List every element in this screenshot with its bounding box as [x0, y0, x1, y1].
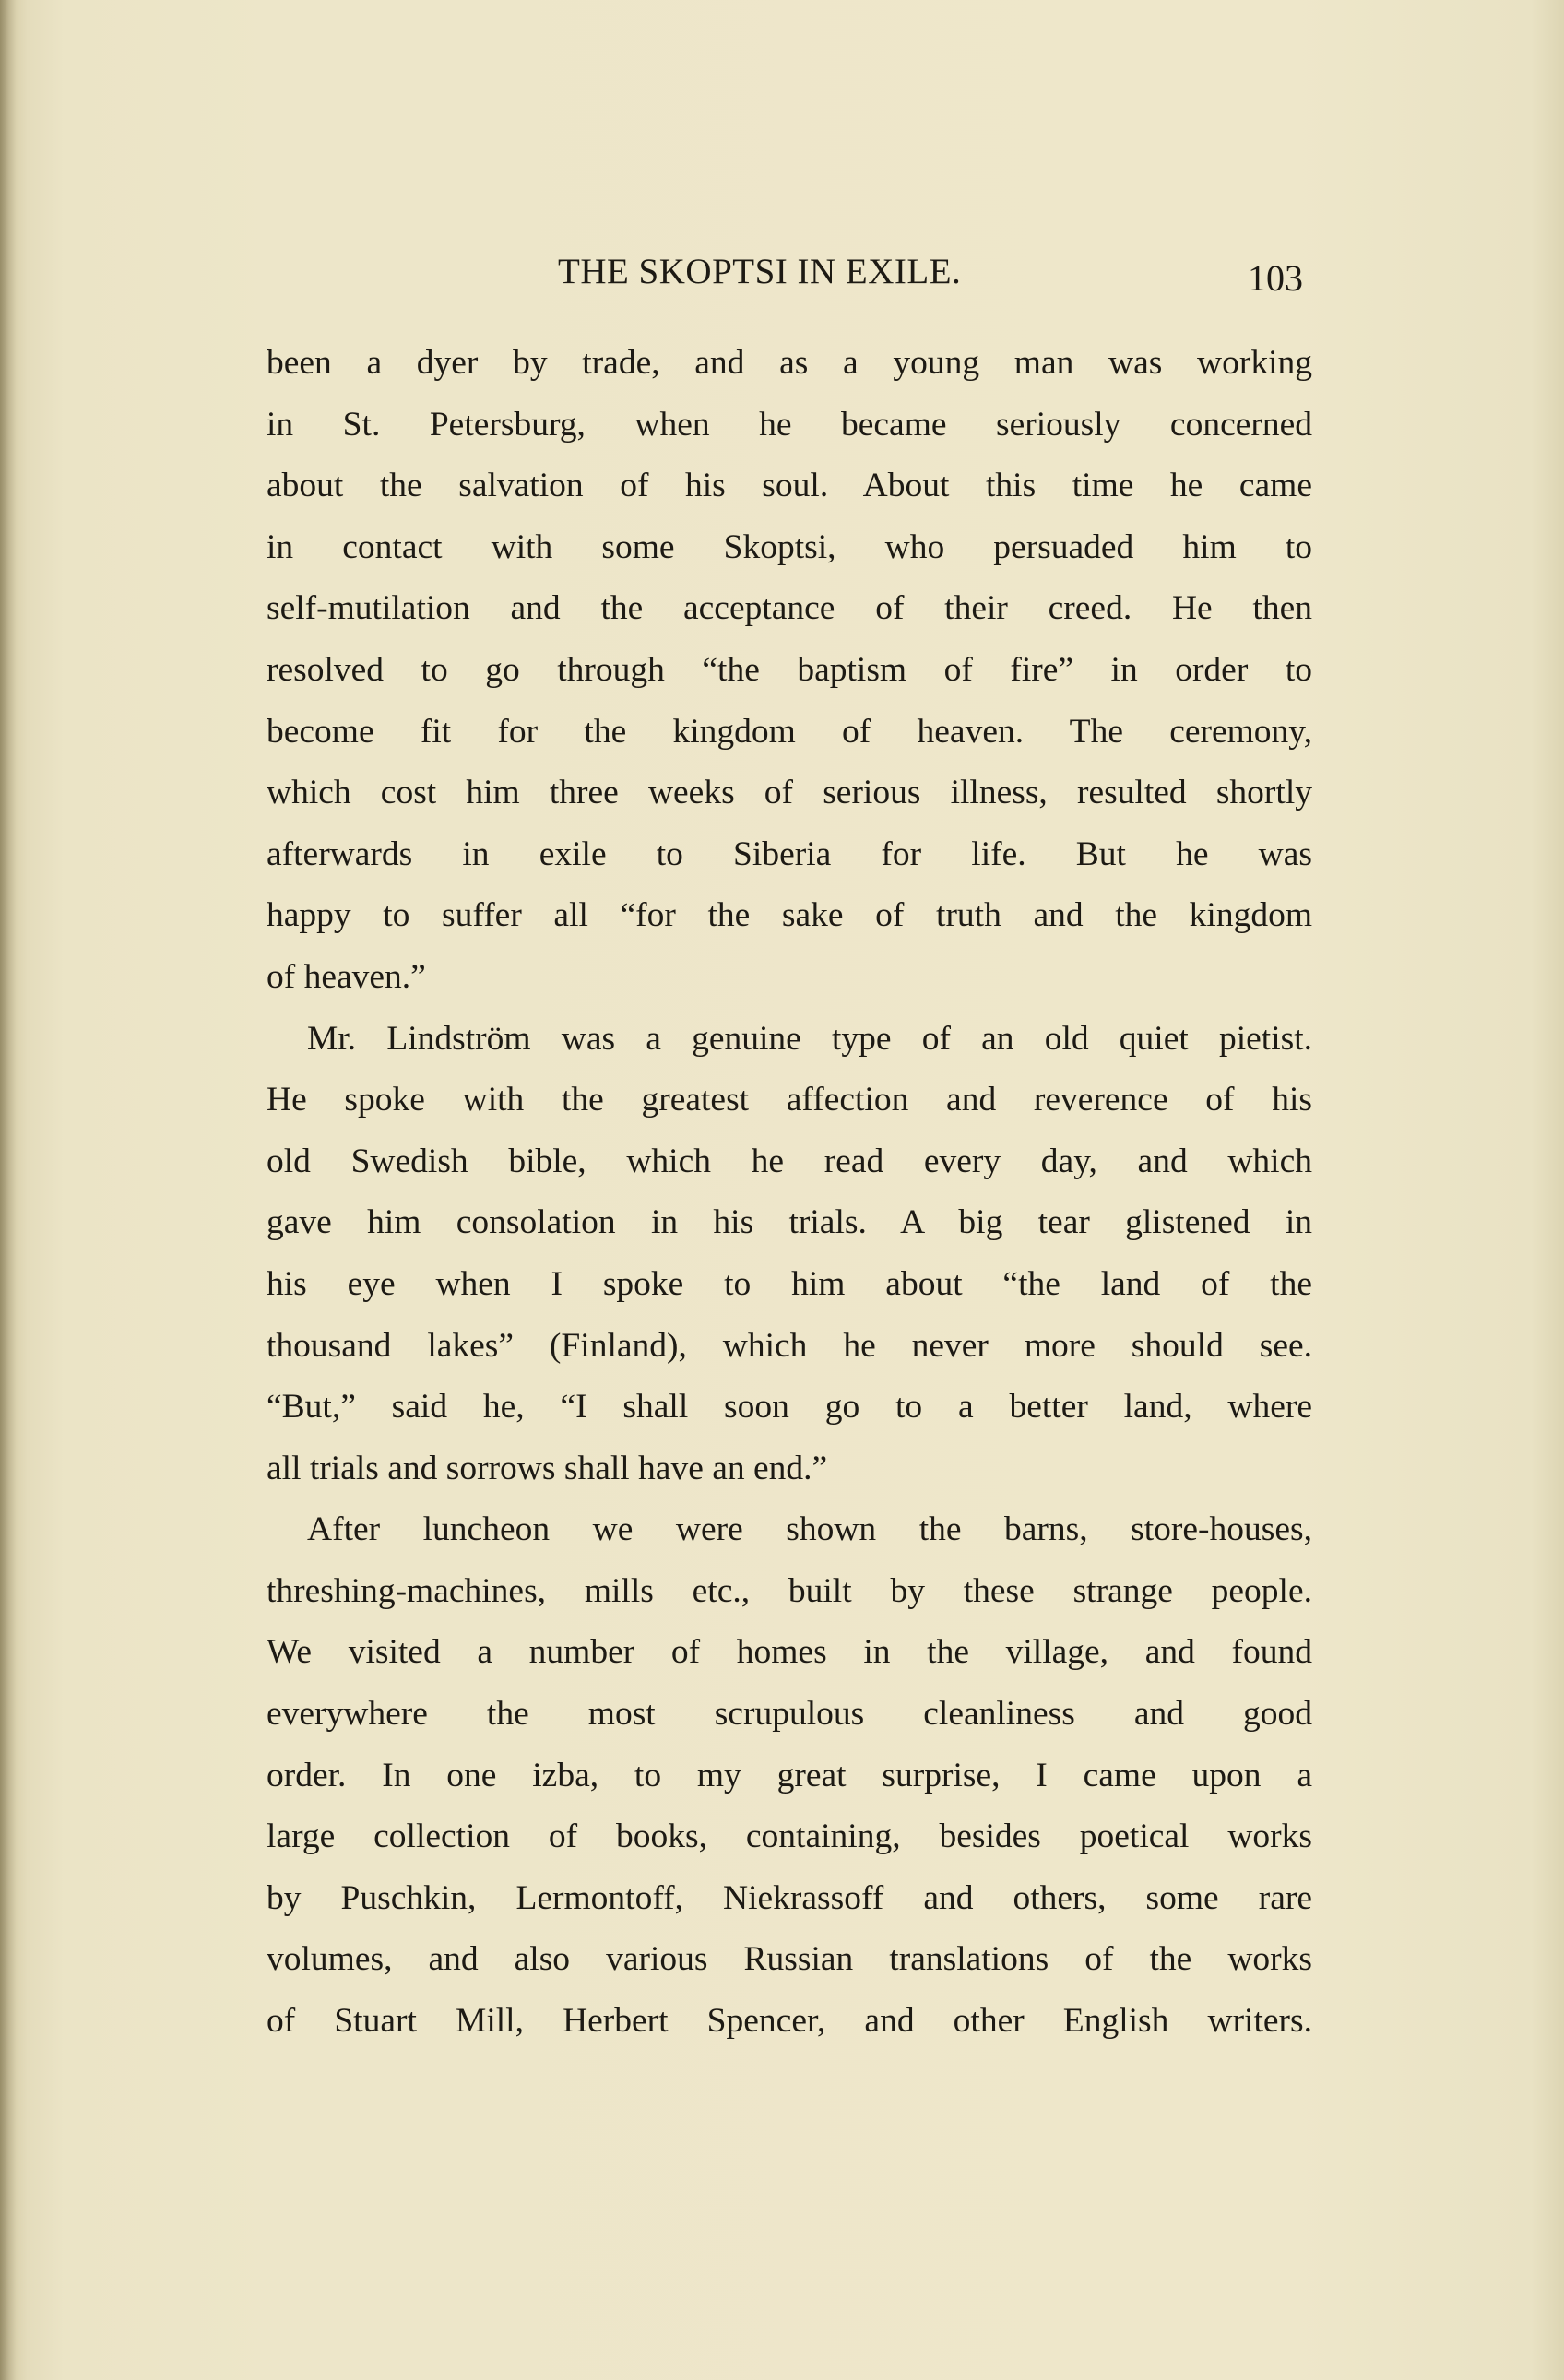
text-line: which cost him three weeks of serious illness, resulted shortly	[267, 774, 1312, 812]
text-line: about the salvation of his soul. About this time he came	[267, 467, 1312, 505]
text-line: “But,” said he, “I shall soon go to a better land, where	[267, 1388, 1312, 1427]
body-text	[267, 333, 1312, 2053]
paragraph-first-line: Mr. Lindström was a genuine type of an old quiet pietist.	[307, 1019, 1312, 1058]
text-line: threshing-machines, mills etc., built by these strange people.	[267, 1571, 1312, 1610]
page-number: 103	[1248, 257, 1303, 299]
text-line: gave him consolation in his trials. A big tear glistened in	[267, 1203, 1312, 1242]
paragraph-first-line: After luncheon we were shown the barns, store-houses,	[307, 1510, 1312, 1549]
text-line: old Swedish bible, which he read every day, and which	[267, 1142, 1312, 1180]
text-line: been a dyer by trade, and as a young man was working	[267, 344, 1312, 382]
text-line: volumes, and also various Russian translations of the works	[267, 1940, 1312, 1979]
text-line: large collection of books, containing, besides poetical works	[267, 1818, 1312, 1856]
text-line: in contact with some Skoptsi, who persuaded him to	[267, 527, 1312, 566]
text-line: self-mutilation and the acceptance of their creed. He then	[267, 589, 1312, 628]
text-line: We visited a number of homes in the village, and found	[267, 1633, 1312, 1672]
text-line: afterwards in exile to Siberia for life. But he was	[267, 835, 1312, 873]
text-line: order. In one izba, to my great surprise, I came upon a	[267, 1756, 1312, 1794]
text-line: all trials and sorrows shall have an end.”	[267, 1449, 828, 1487]
text-line: by Puschkin, Lermontoff, Niekrassoff and others, some rare	[267, 1878, 1312, 1917]
text-line: of heaven.”	[267, 957, 426, 996]
text-line: everywhere the most scrupulous cleanliness and good	[267, 1695, 1312, 1734]
spine-shadow	[0, 0, 17, 2380]
text-line: thousand lakes” (Finland), which he never more should see.	[267, 1326, 1312, 1365]
text-line: He spoke with the greatest affection and reverence of his	[267, 1081, 1312, 1119]
text-line: his eye when I spoke to him about “the land of the	[267, 1264, 1312, 1303]
text-line: become fit for the kingdom of heaven. The ceremony,	[267, 712, 1312, 751]
text-line: of Stuart Mill, Herbert Spencer, and other English writers.	[267, 2002, 1312, 2041]
text-line: happy to suffer all “for the sake of truth and the kingdom	[267, 896, 1312, 935]
running-head: THE SKOPTSI IN EXILE.	[558, 252, 962, 291]
text-line: resolved to go through “the baptism of fire” in order to	[267, 650, 1312, 689]
text-line: in St. Petersburg, when he became seriously concerned	[267, 405, 1312, 444]
